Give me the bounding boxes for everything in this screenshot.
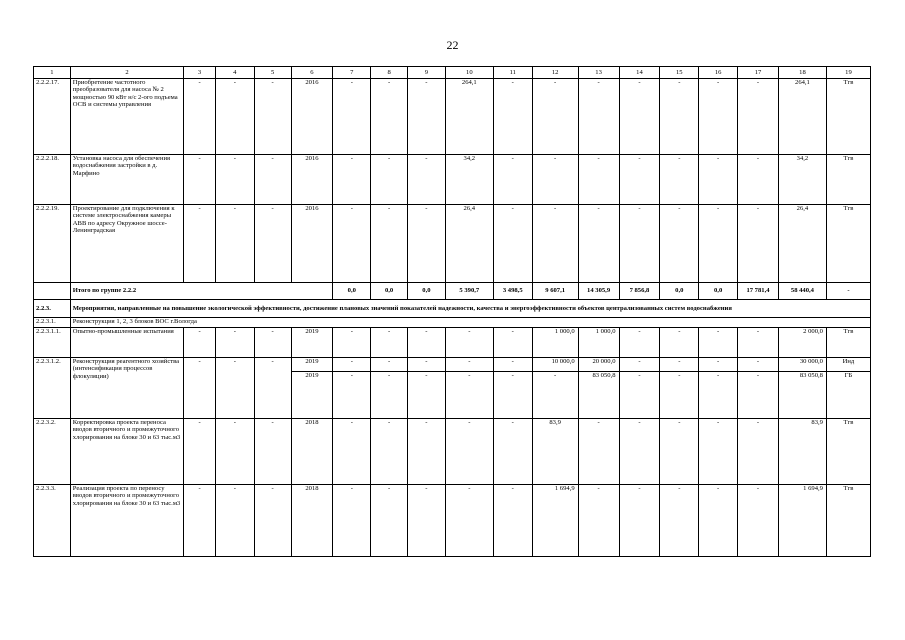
cell: 2016 [291, 205, 333, 283]
cell: 26,4 [778, 205, 826, 283]
cell: - [660, 205, 699, 283]
row-number: 2.2.2.17. [34, 79, 71, 155]
col-header: 9 [407, 67, 445, 79]
cell: - [826, 283, 870, 300]
cell: - [371, 328, 408, 358]
cell: - [619, 485, 660, 557]
subsection-number: 2.2.3.1. [34, 318, 71, 328]
cell: - [493, 419, 532, 485]
cell: 10 000,0 [532, 358, 578, 372]
cell: - [699, 358, 738, 372]
cell: - [371, 485, 408, 557]
cell: 0,0 [660, 283, 699, 300]
cell: - [493, 79, 532, 155]
row-name: Опытно-промышленные испытания [70, 328, 183, 358]
cell: - [699, 155, 738, 205]
row-number: 2.2.3.1.1. [34, 328, 71, 358]
row-name: Установка насоса для обеспечения водоснабжения застройки в д. Марфино [70, 155, 183, 205]
subsection-row [34, 318, 871, 328]
cell: 264,1 [778, 79, 826, 155]
cell: - [660, 358, 699, 372]
cell: 0,0 [699, 283, 738, 300]
cell: - [333, 419, 371, 485]
cell: - [532, 372, 578, 419]
table-row [34, 155, 871, 205]
row-number: 2.2.3.3. [34, 485, 71, 557]
cell: - [371, 358, 408, 372]
section-row [34, 300, 871, 318]
cell: 1 000,0 [578, 328, 619, 358]
table-row [34, 328, 871, 358]
cell: - [215, 358, 254, 419]
cell: - [578, 79, 619, 155]
cell: - [407, 205, 445, 283]
cell: - [738, 358, 779, 372]
cell: 0,0 [371, 283, 408, 300]
cell: 2019 [291, 358, 333, 372]
cell: - [619, 155, 660, 205]
cell: - [184, 205, 216, 283]
cell: - [445, 372, 493, 419]
row-number: 2.2.3.2. [34, 419, 71, 485]
cell: Тгв [826, 155, 870, 205]
cell: - [738, 485, 779, 557]
cell: - [619, 419, 660, 485]
cell: 14 305,9 [578, 283, 619, 300]
cell: - [333, 358, 371, 372]
cell: ГБ [826, 372, 870, 419]
group-total-label: Итого по группе 2.2.2 [70, 283, 333, 300]
cell: 83 050,8 [578, 372, 619, 419]
cell: 2018 [291, 485, 333, 557]
col-header: 8 [371, 67, 408, 79]
cell: - [493, 485, 532, 557]
cell: - [660, 328, 699, 358]
row-name: Корректировка проекта переноса вводов вторичного и промежуточного хлорирования на блоке 30 и 63 тыс.м3 [70, 419, 183, 485]
cell: 0,0 [407, 283, 445, 300]
cell: - [184, 485, 216, 557]
col-header: 18 [778, 67, 826, 79]
table-row [34, 419, 871, 485]
cell: 34,2 [778, 155, 826, 205]
cell: - [660, 79, 699, 155]
col-header: 4 [215, 67, 254, 79]
cell: Тгв [826, 419, 870, 485]
cell: - [619, 358, 660, 372]
cell: - [333, 485, 371, 557]
cell: Тгв [826, 79, 870, 155]
cell: 5 390,7 [445, 283, 493, 300]
cell: - [445, 485, 493, 557]
cell: - [493, 205, 532, 283]
column-number-row [34, 67, 871, 79]
col-header: 5 [254, 67, 291, 79]
cell: - [333, 79, 371, 155]
col-header: 17 [738, 67, 779, 79]
cell: - [738, 372, 779, 419]
row-number: 2.2.2.18. [34, 155, 71, 205]
cell: Тгв [826, 328, 870, 358]
col-header: 11 [493, 67, 532, 79]
col-header: 14 [619, 67, 660, 79]
col-header: 7 [333, 67, 371, 79]
cell: - [407, 328, 445, 358]
cell: - [407, 419, 445, 485]
cell: - [333, 205, 371, 283]
cell: 83,9 [778, 419, 826, 485]
cell: - [184, 155, 216, 205]
cell: Инд [826, 358, 870, 372]
cell: 2016 [291, 79, 333, 155]
cell: - [371, 155, 408, 205]
cell: - [254, 485, 291, 557]
cell: 2016 [291, 155, 333, 205]
row-name: Реконструкция реагентного хозяйства (интенсификация процессов флокуляции) [70, 358, 183, 419]
cell: - [254, 205, 291, 283]
cell: - [493, 155, 532, 205]
col-header: 2 [70, 67, 183, 79]
section-title: Мероприятия, направленные на повышение экологической эффективности, достижение плановых значений показателей надежности, качества и энергоэффективности объектов централизованных систем водоснабжения [70, 300, 870, 318]
table-row [34, 79, 871, 155]
col-header: 15 [660, 67, 699, 79]
cell: - [738, 205, 779, 283]
cell: - [738, 419, 779, 485]
cell: - [699, 328, 738, 358]
investment-table [33, 66, 871, 557]
cell: - [660, 419, 699, 485]
cell: - [699, 372, 738, 419]
cell: - [333, 328, 371, 358]
cell: - [254, 79, 291, 155]
cell: Тгв [826, 205, 870, 283]
cell: - [738, 155, 779, 205]
cell: - [371, 419, 408, 485]
cell: - [407, 79, 445, 155]
cell: - [254, 419, 291, 485]
cell: - [254, 358, 291, 419]
row-name: Проектирование для подключения к системе электроснабжения камеры АВВ по адресу Окружное шоссе-Ленинградская [70, 205, 183, 283]
cell: 26,4 [445, 205, 493, 283]
cell: - [407, 485, 445, 557]
subsection-title: Реконструкция 1, 2, 3 блоков ВОС г.Вологда [70, 318, 870, 328]
cell: - [333, 155, 371, 205]
cell: - [215, 419, 254, 485]
cell: - [371, 79, 408, 155]
cell: - [532, 205, 578, 283]
cell: 83,9 [532, 419, 578, 485]
cell: - [215, 79, 254, 155]
cell: - [445, 358, 493, 372]
cell: - [578, 485, 619, 557]
col-header: 12 [532, 67, 578, 79]
cell: - [184, 328, 216, 358]
cell: 1 000,0 [532, 328, 578, 358]
cell: - [407, 358, 445, 372]
cell: - [578, 419, 619, 485]
col-header: 1 [34, 67, 71, 79]
cell: - [619, 328, 660, 358]
cell: - [660, 485, 699, 557]
row-number: 2.2.2.19. [34, 205, 71, 283]
col-header: 10 [445, 67, 493, 79]
cell: - [493, 372, 532, 419]
cell: 1 694,9 [778, 485, 826, 557]
cell: 7 856,8 [619, 283, 660, 300]
cell: - [215, 155, 254, 205]
cell: - [619, 205, 660, 283]
cell: - [184, 79, 216, 155]
cell [34, 283, 71, 300]
page-number: 22 [446, 38, 459, 52]
cell: - [215, 485, 254, 557]
cell: - [254, 328, 291, 358]
cell: - [184, 358, 216, 419]
cell: 9 607,1 [532, 283, 578, 300]
cell: - [660, 372, 699, 419]
cell: - [407, 372, 445, 419]
cell: 2018 [291, 419, 333, 485]
cell: 58 440,4 [778, 283, 826, 300]
table-row [34, 358, 871, 372]
cell: - [699, 485, 738, 557]
cell: 17 781,4 [738, 283, 779, 300]
cell: - [619, 79, 660, 155]
row-number: 2.2.3.1.2. [34, 358, 71, 419]
cell: - [184, 419, 216, 485]
cell: 30 000,0 [778, 358, 826, 372]
cell: - [578, 205, 619, 283]
cell: - [371, 205, 408, 283]
cell: 2019 [291, 328, 333, 358]
table-row [34, 485, 871, 557]
cell: 1 694,9 [532, 485, 578, 557]
cell: - [407, 155, 445, 205]
cell: 34,2 [445, 155, 493, 205]
cell: - [699, 205, 738, 283]
section-number: 2.2.3. [34, 300, 71, 318]
cell: - [333, 372, 371, 419]
cell: - [738, 328, 779, 358]
col-header: 3 [184, 67, 216, 79]
cell: 264,1 [445, 79, 493, 155]
cell: - [254, 155, 291, 205]
cell: - [699, 419, 738, 485]
cell: 20 000,0 [578, 358, 619, 372]
cell: 2 000,0 [778, 328, 826, 358]
row-name: Реализация проекта по переносу вводов вторичного и промежуточного хлорирования на блоке 30 и 63 тыс.м3 [70, 485, 183, 557]
cell: - [493, 328, 532, 358]
group-total-row [34, 283, 871, 300]
cell: - [493, 358, 532, 372]
col-header: 6 [291, 67, 333, 79]
cell: - [619, 372, 660, 419]
cell: - [699, 79, 738, 155]
col-header: 16 [699, 67, 738, 79]
cell: - [215, 205, 254, 283]
table-row [34, 205, 871, 283]
cell: - [578, 155, 619, 205]
cell: - [445, 419, 493, 485]
cell: 3 498,5 [493, 283, 532, 300]
cell: 2019 [291, 372, 333, 419]
col-header: 13 [578, 67, 619, 79]
cell: 83 050,8 [778, 372, 826, 419]
cell: - [371, 372, 408, 419]
col-header: 19 [826, 67, 870, 79]
cell: - [215, 328, 254, 358]
cell: - [738, 79, 779, 155]
cell: Тгв [826, 485, 870, 557]
row-name: Приобретение частотного преобразователя для насоса № 2 мощностью 90 кВт н/с 2-ого подъема ОСВ и системы управления [70, 79, 183, 155]
cell: - [532, 79, 578, 155]
cell: - [532, 155, 578, 205]
cell: 0,0 [333, 283, 371, 300]
cell: - [445, 328, 493, 358]
cell: - [660, 155, 699, 205]
